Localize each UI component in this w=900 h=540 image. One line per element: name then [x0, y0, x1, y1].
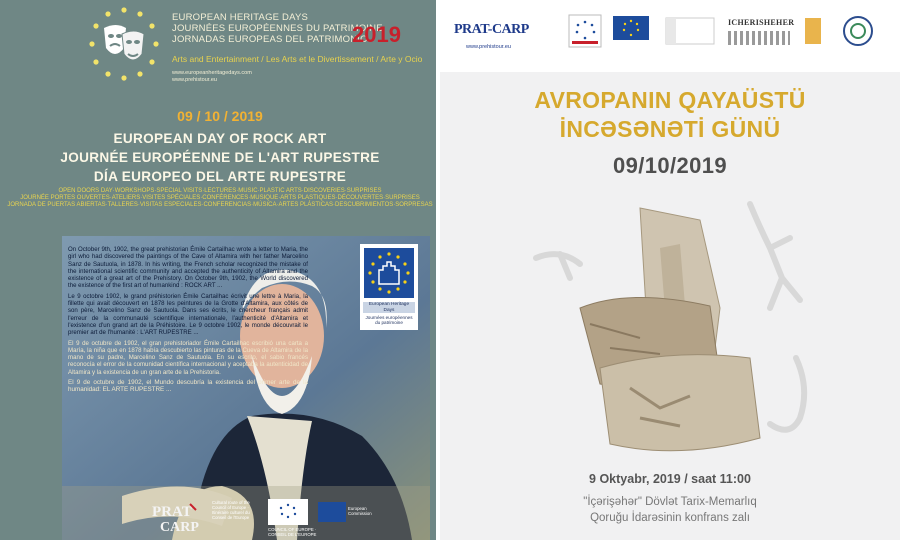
- prat-carp-logo: PRAT-CARP: [454, 22, 529, 37]
- badge-label-en: European Heritage Days: [363, 302, 415, 313]
- url-heritagedays[interactable]: www.europeanheritagedays.com: [172, 70, 252, 76]
- event-date-right: 09/10/2019: [612, 153, 728, 178]
- petroglyph-stones-image: [520, 188, 820, 468]
- gold-emblem-logo: [802, 14, 824, 48]
- cultural-route-caption: Cultural route of the Council of Europe · Itinéraire culturel du Conseil de l'Europe: [212, 500, 250, 520]
- cartailhac-portrait: [62, 236, 430, 540]
- badge-label-fr: Journées européennes du patrimoine: [365, 315, 413, 325]
- prat-carp-url[interactable]: www.prehistour.eu: [466, 44, 511, 50]
- council-of-europe-caption: COUNCIL OF EUROPE · CONSEIL DE L'EUROPE: [268, 527, 317, 537]
- european-commission-caption: European Commission: [348, 506, 372, 516]
- title-es: DÍA EUROPEO DEL ARTE RUPESTRE: [93, 169, 347, 184]
- activities-fr: JOURNÉE PORTES OUVERTES·ATELIERS·VISITES SPÉCIALES·CONFÉRENCES·MUSIQUE·ARTS PLASTIQUES·DÉCOUVERTES·SURPRISES: [20, 195, 420, 201]
- story-es: El 9 de octubre de 1902, el gran prehistoriador Émile Cartailhac escribió una carta a María, la niña que en 1878 había descubierto las pinturas de la Cueva de Altamira de la mano de su padre, Marcelino Sanz de Sautuola. En su escrito, el sabio francés reconocía el error de la comunidad científica internacional y aceptaba la autenticidad de Altamira y la existencia de un gran arte de la Prehistoria.: [68, 339, 308, 376]
- icherisheher-wordmark: ICHERISHEHER: [728, 18, 795, 27]
- rock-art-poster-azerbaijani: [440, 0, 900, 540]
- activities-en: OPEN DOORS DAY·WORKSHOPS·SPECIAL VISITS·LECTURES·MUSIC·PLASTIC ARTS·DISCOVERIES·SURPRISES: [58, 188, 382, 194]
- title-en: EUROPEAN DAY OF ROCK ART: [113, 131, 327, 146]
- european-union-flag-logo: [612, 14, 650, 48]
- heritage-year: 2019: [352, 22, 401, 47]
- council-of-europe-route-logo: [568, 14, 602, 48]
- partner-logo-row: [440, 0, 900, 72]
- story-text: [68, 246, 308, 397]
- story-es-conclusion: El 9 de octubre de 1902, el Mundo descubría la existencia del primer arte de la humanidad: EL ARTE RUPESTRE ...: [68, 379, 308, 394]
- svg-text:PRAT: PRAT: [152, 504, 192, 520]
- title-fr: JOURNÉE EUROPÉENNE DE L'ART RUPESTRE: [60, 150, 380, 165]
- round-seal-logo: [840, 14, 876, 48]
- heritage-days-en: EUROPEAN HERITAGE DAYS: [172, 12, 309, 23]
- stripes-logo: [664, 14, 716, 48]
- prat-carp-logo-small: [150, 498, 210, 534]
- url-prehistour[interactable]: www.prehistour.eu: [172, 77, 217, 83]
- theatre-masks-stars-logo: [82, 4, 166, 88]
- event-titles: [0, 129, 440, 186]
- icherisheher-pattern: [728, 31, 790, 45]
- icherisheher-logo: [728, 18, 795, 52]
- council-of-europe-logo: [268, 499, 308, 525]
- story-fr: Le 9 octobre 1902, le grand préhistorien Émile Cartailhac écrivit une lettre à Maria, la fillette qui avait découvert en 1878 les peintures de la Grotte d'Altamira, aux côtés de son père, Marcelino Sanz de Sautuola. Dans ses écrits, le chercheur français admit l'erreur de la communauté scientifique internationale, l'authenticité d'Altamira et l'existence d'un grand art de la Préhistoire. Le 9 octobre 1902, le monde découvrait le premier art de l'humanité : L'ART RUPESTRE ...: [68, 292, 308, 337]
- event-venue: [440, 494, 900, 526]
- svg-text:CARP: CARP: [160, 520, 199, 534]
- heritage-days-fr: JOURNÉES EUROPÉENNES DU PATRIMOINE: [172, 23, 383, 34]
- european-heritage-days-badge: [360, 244, 418, 330]
- event-date-left: 09 / 10 / 2019: [177, 108, 263, 124]
- eu-flag-icon: [318, 502, 346, 522]
- event-time: 9 Oktyabr, 2019 / saat 11:00: [589, 472, 751, 486]
- venue-line-1: "İçərişəhər" Dövlət Tarix-Memarlıq: [583, 496, 757, 508]
- venue-line-2: Qoruğu İdarəsinin konfrans zalı: [590, 512, 750, 524]
- rock-art-poster-english: [0, 0, 440, 540]
- event-title-az: [440, 86, 900, 144]
- activities-es: JORNADA DE PUERTAS ABIERTAS·TALLERES·VISITAS ESPECIALES·CONFERENCIAS·MÚSICA·ARTES PLÁSTICAS·DESCUBRIMIENTOS·SORPRESAS: [7, 202, 433, 208]
- theme-tagline: Arts and Entertainment / Les Arts et le Divertissement / Arte y Ocio: [172, 54, 423, 64]
- heritage-days-es: JORNADAS EUROPEAS DEL PATRIMONIO: [172, 34, 368, 45]
- partner-logos-left: [150, 496, 436, 538]
- eu-stars-castle-icon: [364, 248, 414, 298]
- title-line-1: AVROPANIN QAYAÜSTÜ: [534, 87, 806, 113]
- activities-list: [0, 188, 440, 209]
- title-line-2: İNCƏSƏNƏTİ GÜNÜ: [559, 116, 781, 142]
- header-urls: [172, 70, 252, 84]
- story-en: On October 9th, 1902, the great prehistorian Émile Cartailhac wrote a letter to Maria, the girl who had discovered the paintings of the Cave of Altamira with her father Marcelino Sanz de Sautuola, in 1878. In his writing, the French scholar recognized the mistake of the international scientific community and accepted the authenticity of Altamira and the existence of a great art of the Prehistory. On October 9th, 1902, the World discovered the existence of the first art of humankind : ROCK ART ...: [68, 246, 308, 290]
